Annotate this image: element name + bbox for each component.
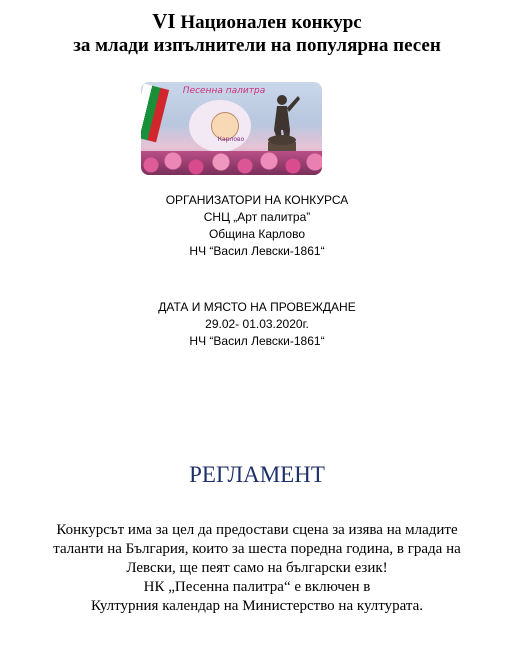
logo-town-lettering: Карлово	[217, 136, 245, 143]
event-dates: 29.02- 01.03.2020г.	[205, 317, 309, 331]
regulation-line: таланти на България, които за шеста поредна година, в града на	[53, 541, 461, 557]
date-place-section	[0, 299, 514, 350]
regulation-line: Левски, ще пеят само на български език!	[126, 560, 388, 576]
statue-icon	[260, 90, 304, 160]
organizer-item: СНЦ „Арт палитра”	[203, 210, 311, 224]
organizer-item: Община Карлово	[208, 227, 306, 241]
regulation-line: НК „Песенна палитра“ е включен в	[143, 579, 371, 595]
page-subtitle: за млади изпълнители на популярна песен	[73, 35, 441, 56]
bulgarian-flag-icon	[141, 84, 169, 143]
festival-banner-image	[141, 82, 322, 175]
logo-lettering: Песенна палитра	[182, 86, 266, 96]
date-place-heading: ДАТА И МЯСТО НА ПРОВЕЖДАНЕ	[158, 300, 356, 314]
regulation-line: Конкурсът има за цел да предостави сцена за изява на младите	[56, 522, 458, 538]
roses-decoration	[141, 151, 322, 175]
event-venue: НЧ “Васил Левски-1861“	[189, 334, 325, 348]
organizers-section	[0, 192, 514, 260]
title-line-1-text: Национален конкурс	[175, 12, 362, 33]
title-roman-numeral: VI	[152, 9, 176, 33]
regulation-body	[0, 521, 514, 616]
organizers-heading: ОРГАНИЗАТОРИ НА КОНКУРСА	[165, 193, 349, 207]
regulation-line: Културния календар на Министерство на културата.	[90, 598, 424, 614]
page-title	[0, 10, 514, 34]
regulation-heading: РЕГЛАМЕНТ	[189, 462, 325, 487]
organizer-item: НЧ “Васил Левски-1861“	[189, 244, 325, 258]
